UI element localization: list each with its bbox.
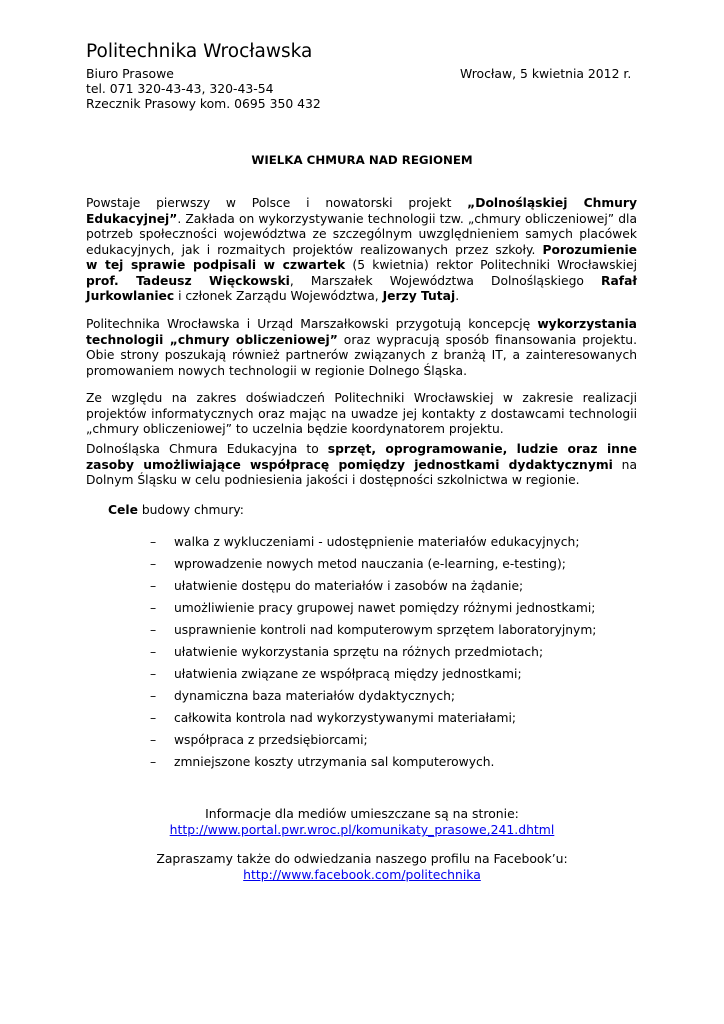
document-date: Wrocław, 5 kwietnia 2012 r.	[460, 66, 632, 81]
facebook-link[interactable]: http://www.facebook.com/politechnika	[243, 867, 481, 882]
paragraph-2-line-3: Obie strony poszukają również partnerów związanych z branżą IT, a zainteresowanych	[86, 348, 637, 362]
paragraph-1-line-6: prof. Tadeusz Więckowski, Marszałek Województwa Dolnośląskiego Rafał	[86, 273, 637, 288]
paragraph-3	[86, 391, 637, 438]
media-info-text: Informacje dla mediów umieszczane są na stronie:	[205, 806, 519, 821]
facebook-info-text: Zapraszamy także do odwiedzania naszego profilu na Facebook’u:	[156, 851, 568, 866]
media-link-row	[0, 822, 724, 838]
press-office: Biuro Prasowe	[86, 66, 174, 81]
paragraph-2-line-2: technologii „chmury obliczeniowej” oraz wypracują sposób finansowania projektu.	[86, 332, 638, 347]
list-item: – usprawnienie kontroli nad komputerowym sprzętem laboratoryjnym;	[150, 623, 597, 637]
paragraph-3-line-1: Ze względu na zakres doświadczeń Politechniki Wrocławskiej w zakresie realizacji	[86, 391, 637, 405]
paragraph-4-line-1: Dolnośląska Chmura Edukacyjna to sprzęt, oprogramowanie, ludzie oraz inne	[86, 442, 638, 456]
paragraph-1-line-4: edukacyjnych, jak i rozmaitych projektów realizowanych przez szkoły. Porozumienie	[86, 242, 637, 257]
paragraph-1-line-7: Jurkowlaniec i członek Zarządu Województwa, Jerzy Tutaj.	[86, 289, 460, 303]
paragraph-4-line-3: Dolnym Śląsku w celu podniesienia jakości i dostępności szkolnictwa w regionie.	[86, 473, 580, 487]
paragraph-3-line-2: projektów informatycznych oraz mając na uwadze jej kontakty z dostawcami technologii	[86, 406, 637, 421]
list-item: – ułatwienie dostępu do materiałów i zasobów na żądanie;	[150, 579, 524, 593]
list-item: – dynamiczna baza materiałów dydaktycznych;	[150, 689, 456, 703]
document-title: WIELKA CHMURA NAD REGIONEM	[251, 153, 473, 167]
list-item: – całkowita kontrola nad wykorzystywanymi materiałami;	[150, 711, 517, 725]
paragraph-1	[86, 196, 637, 305]
paragraph-1-line-3: potrzeb społeczności województwa ze szczególnym uwzględnieniem samych placówek	[86, 227, 637, 241]
paragraph-2-line-1: Politechnika Wrocławska i Urząd Marszałkowski przygotują koncepcję wykorzystania	[86, 317, 637, 331]
list-item: – walka z wykluczeniami - udostępnienie materiałów edukacyjnych;	[150, 535, 580, 549]
paragraph-2-line-4: promowaniem nowych technologii w regionie Dolnego Śląska.	[86, 363, 467, 378]
press-releases-link[interactable]: http://www.portal.pwr.wroc.pl/komunikaty_prasowe,241.dhtml	[169, 822, 555, 837]
goals-heading: Cele budowy chmury:	[108, 503, 244, 517]
paragraph-1-line-2: Edukacyjnej”. Zakłada on wykorzystywanie technologii tzw. „chmury obliczeniowej” dla	[86, 211, 637, 226]
paragraph-4-line-2: zasoby umożliwiające współpracę pomiędzy jednostkami dydaktycznymi na	[86, 457, 637, 472]
list-item: – zmniejszone koszty utrzymania sal komputerowych.	[150, 755, 495, 769]
list-item: – umożliwienie pracy grupowej nawet pomiędzy różnymi jednostkami;	[150, 601, 596, 615]
paragraph-1-line-5: w tej sprawie podpisali w czwartek (5 kwietnia) rektor Politechniki Wrocławskiej	[86, 258, 637, 272]
paragraph-3-line-3: „chmury obliczeniowej” to uczelnia będzie koordynatorem projektu.	[86, 422, 504, 436]
spokesman-contact: Rzecznik Prasowy kom. 0695 350 432	[86, 96, 321, 111]
list-item: – ułatwienie wykorzystania sprzętu na różnych przedmiotach;	[150, 645, 544, 659]
organization-name: Politechnika Wrocławska	[86, 41, 313, 62]
paragraph-1-line-1: Powstaje pierwszy w Polsce i nowatorski projekt „Dolnośląskiej Chmury	[86, 196, 637, 210]
paragraph-4	[86, 442, 637, 489]
list-item: – ułatwienia związane ze współpracą między jednostkami;	[150, 667, 522, 681]
list-item: – współpraca z przedsiębiorcami;	[150, 733, 368, 747]
phone-numbers: tel. 071 320-43-43, 320-43-54	[86, 81, 274, 96]
goals-list	[150, 534, 596, 776]
facebook-link-row	[0, 867, 724, 883]
list-item: – wprowadzenie nowych metod nauczania (e-learning, e-testing);	[150, 557, 566, 571]
paragraph-2	[86, 317, 637, 379]
